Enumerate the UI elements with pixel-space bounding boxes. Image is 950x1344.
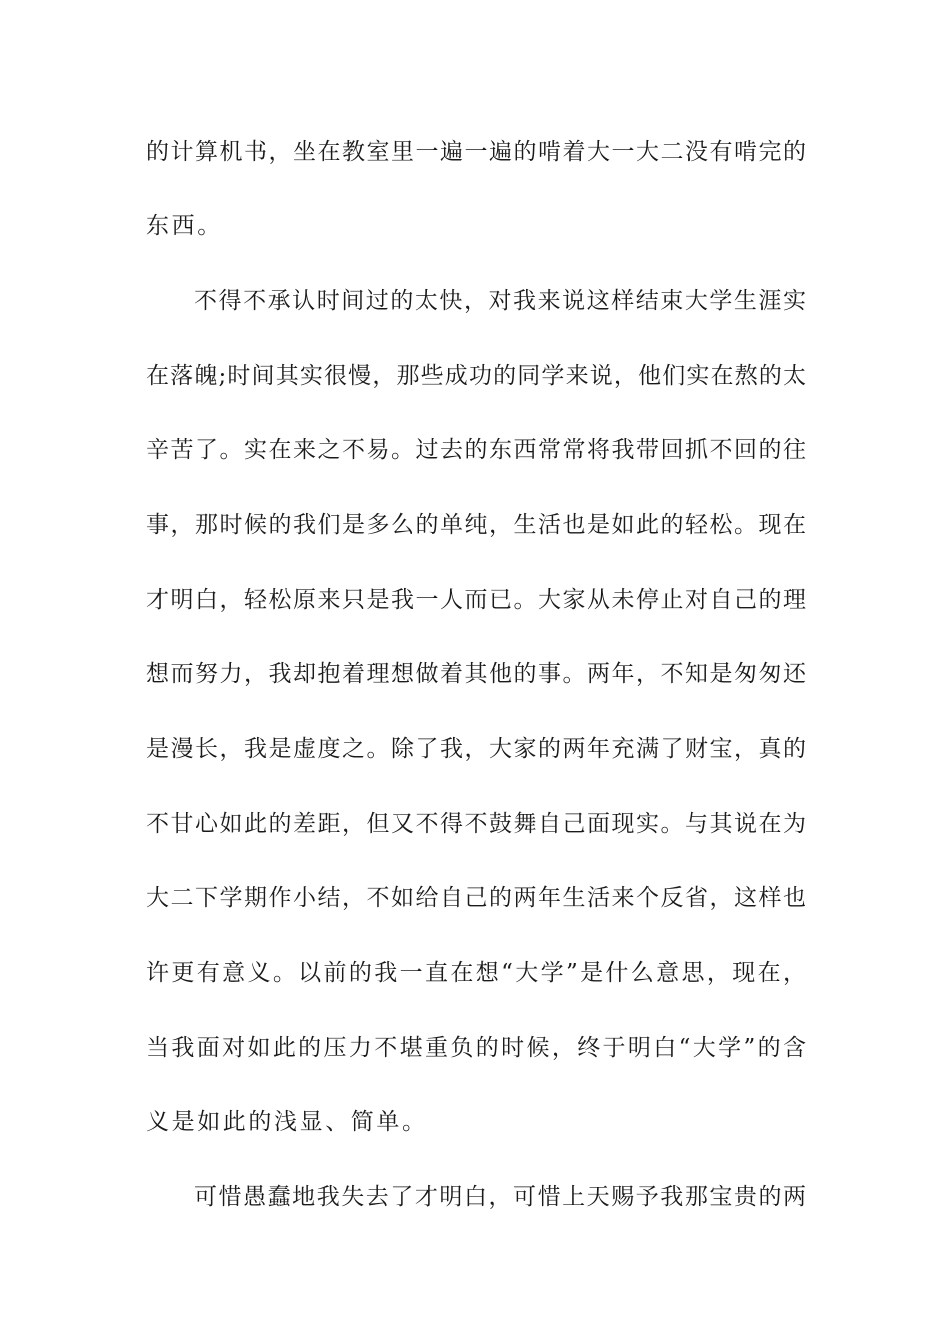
text-line: 想而努力，我却抱着理想做着其他的事。两年，不知是匆匆还 [146,661,806,687]
text-line: 许更有意义。以前的我一直在想“大学”是什么意思，现在， [146,960,806,986]
paragraph-start-line: 可惜愚蠢地我失去了才明白，可惜上天赐予我那宝贵的两 [194,1184,806,1210]
text-line: 的计算机书，坐在教室里一遍一遍的啃着大一大二没有啃完的 [146,139,806,165]
text-line: 大二下学期作小结，不如给自己的两年生活来个反省，这样也 [146,885,806,911]
paragraph-start-line: 不得不承认时间过的太快，对我来说这样结束大学生涯实 [194,288,806,314]
text-line: 义是如此的浅显、简单。 [146,1109,428,1135]
text-line: 当我面对如此的压力不堪重负的时候，终于明白“大学”的含 [146,1035,806,1061]
text-line: 才明白，轻松原来只是我一人而已。大家从未停止对自己的理 [146,587,806,613]
text-line: 是漫长，我是虚度之。除了我，大家的两年充满了财宝，真的 [146,736,806,762]
text-line: 辛苦了。实在来之不易。过去的东西常常将我带回抓不回的往 [146,437,806,463]
text-line: 不甘心如此的差距，但又不得不鼓舞自己面现实。与其说在为 [146,811,806,837]
text-line: 事，那时候的我们是多么的单纯，生活也是如此的轻松。现在 [146,512,806,538]
text-line: 东西。 [146,213,223,239]
text-line: 在落魄;时间其实很慢，那些成功的同学来说，他们实在熬的太 [146,363,806,389]
